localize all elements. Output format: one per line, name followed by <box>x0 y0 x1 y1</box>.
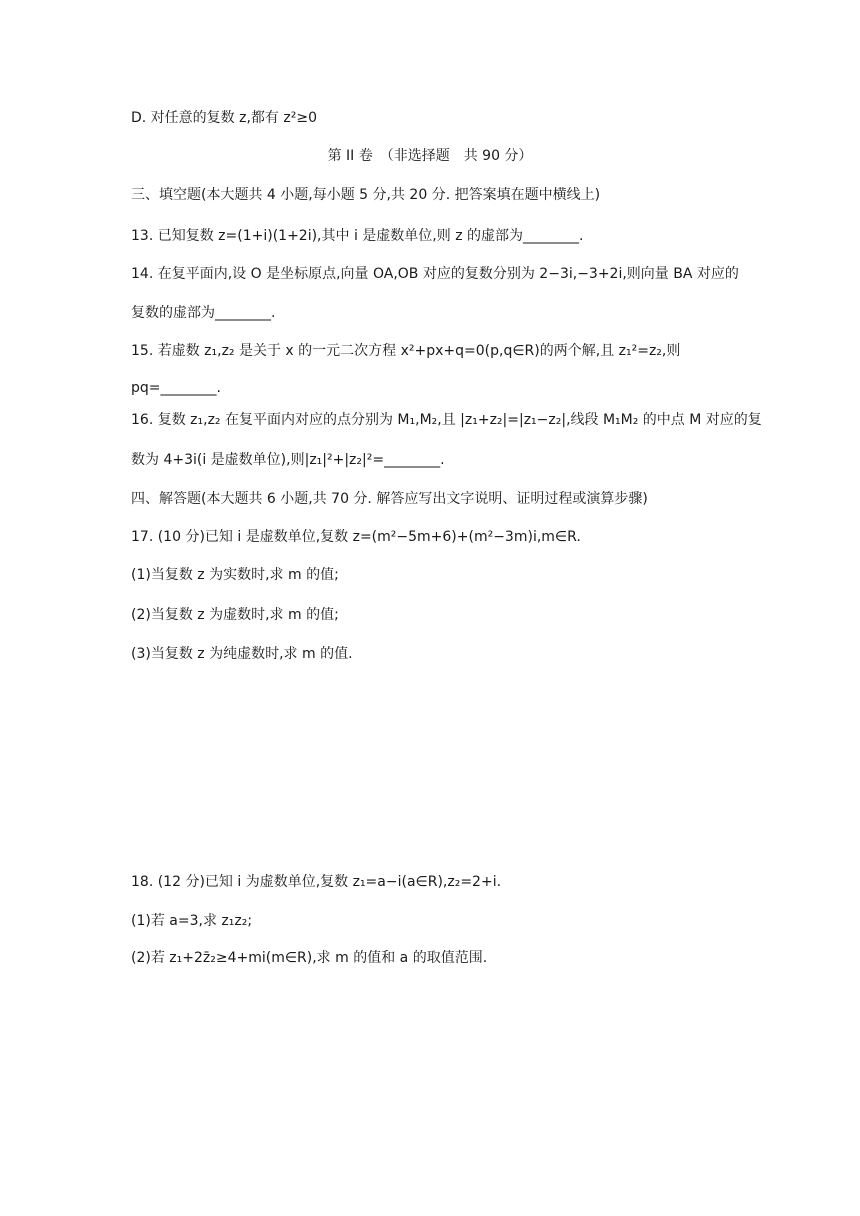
section-title: 第 II 卷 （非选择题 共 90 分） <box>327 148 533 164</box>
question-17-part-3: (3)当复数 z 为纯虚数时,求 m 的值. <box>131 646 353 662</box>
fill-in-heading: 三、填空题(本大题共 4 小题,每小题 5 分,共 20 分. 把答案填在题中横线上) <box>131 187 601 203</box>
question-18-part-2: (2)若 z₁+2z̄₂≥4+mi(m∈R),求 m 的值和 a 的取值范围. <box>131 950 488 966</box>
option-d: D. 对任意的复数 z,都有 z²≥0 <box>131 110 317 126</box>
question-18-part-1: (1)若 a=3,求 z₁z₂; <box>131 913 253 929</box>
question-14-line-1: 14. 在复平面内,设 O 是坐标原点,向量 OA,OB 对应的复数分别为 2−3i,−3+2i,则向量 BA 对应的 <box>131 266 739 282</box>
question-17-part-2: (2)当复数 z 为虚数时,求 m 的值; <box>131 607 339 623</box>
question-14-line-2: 复数的虚部为________. <box>131 305 276 321</box>
solution-heading: 四、解答题(本大题共 6 小题,共 70 分. 解答应写出文字说明、证明过程或演算步骤) <box>131 491 648 507</box>
question-16-line-1: 16. 复数 z₁,z₂ 在复平面内对应的点分别为 M₁,M₂,且 |z₁+z₂|=|z₁−z₂|,线段 M₁M₂ 的中点 M 对应的复 <box>131 412 762 428</box>
question-15-line-1: 15. 若虚数 z₁,z₂ 是关于 x 的一元二次方程 x²+px+q=0(p,q∈R)的两个解,且 z₁²=z₂,则 <box>131 343 681 359</box>
question-13: 13. 已知复数 z=(1+i)(1+2i),其中 i 是虚数单位,则 z 的虚部为________. <box>131 228 584 244</box>
question-16-line-2: 数为 4+3i(i 是虚数单位),则|z₁|²+|z₂|²=________. <box>131 452 445 468</box>
question-15-line-2: pq=________. <box>131 380 221 396</box>
question-18: 18. (12 分)已知 i 为虚数单位,复数 z₁=a−i(a∈R),z₂=2+i. <box>131 874 502 890</box>
question-17: 17. (10 分)已知 i 是虚数单位,复数 z=(m²−5m+6)+(m²−3m)i,m∈R. <box>131 529 581 545</box>
question-17-part-1: (1)当复数 z 为实数时,求 m 的值; <box>131 567 339 583</box>
